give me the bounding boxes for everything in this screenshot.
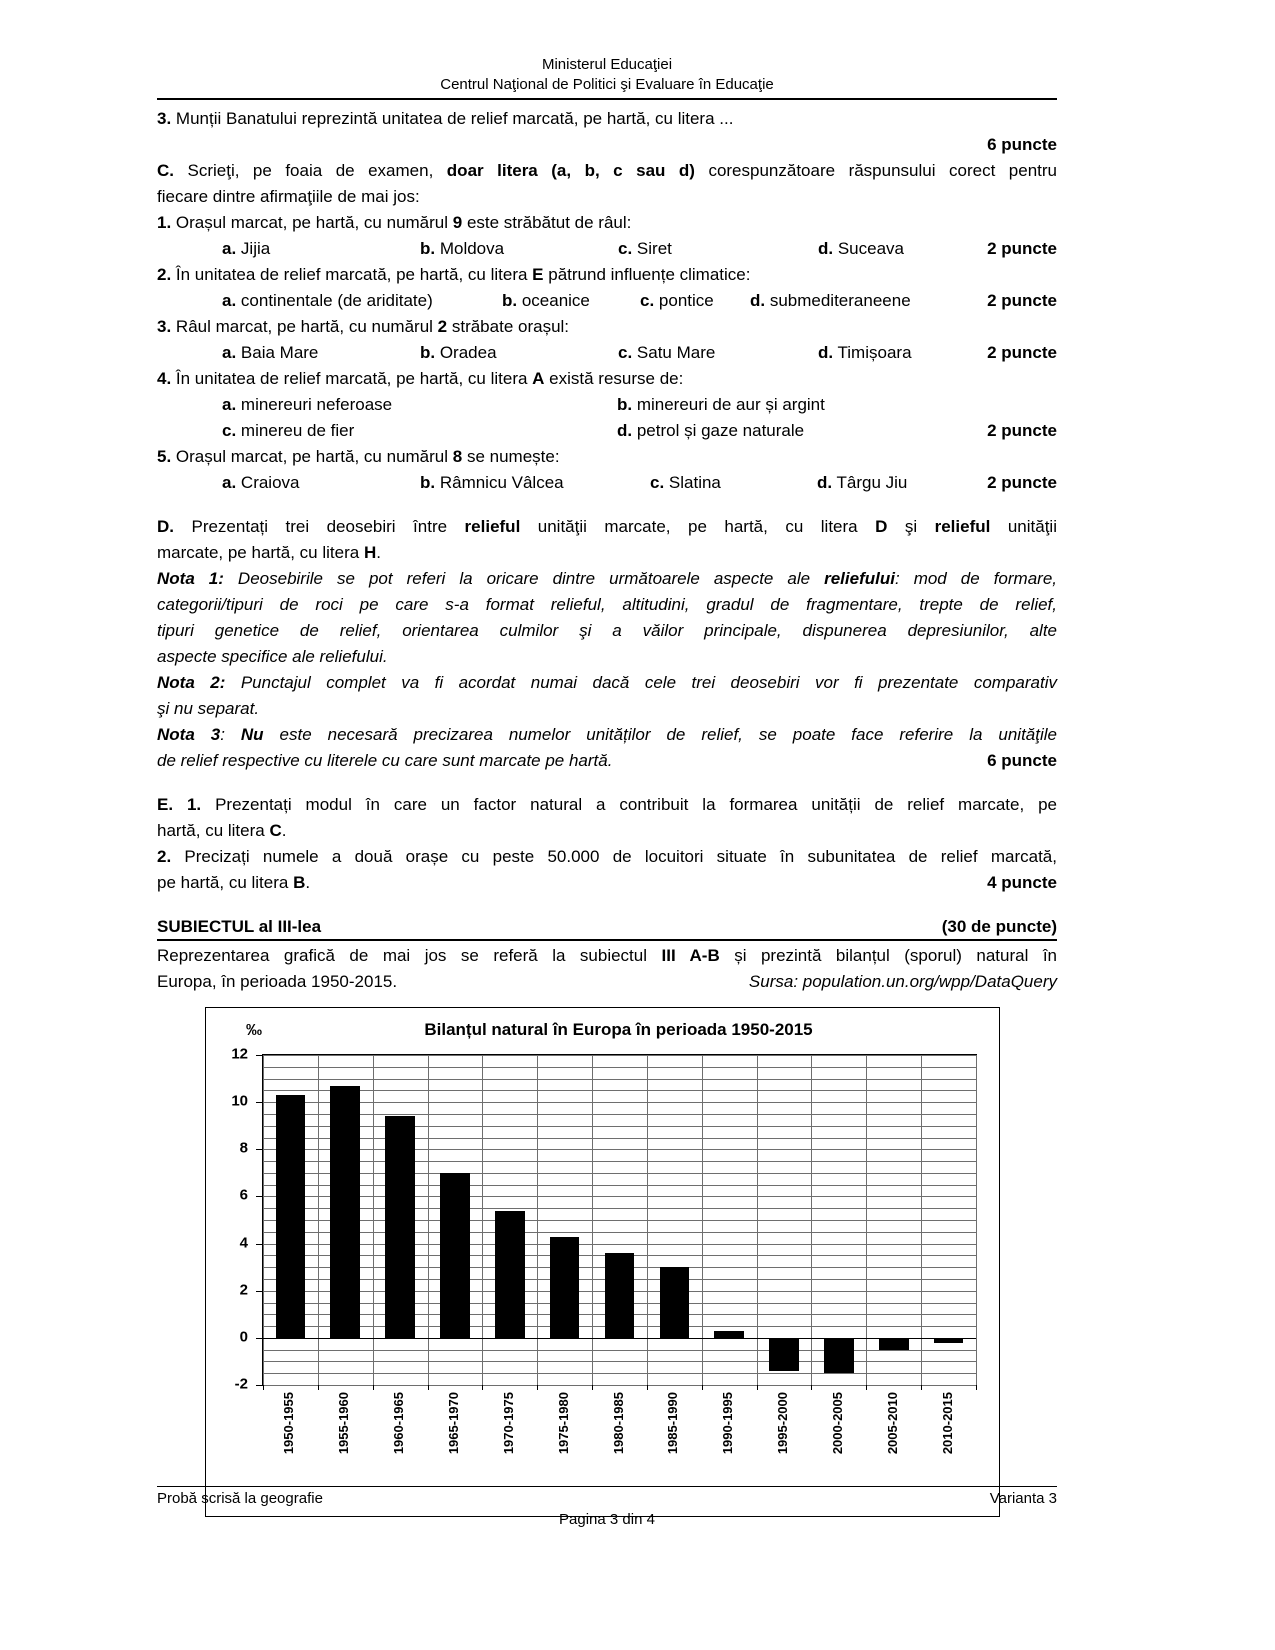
text-segment: unităţii [990, 517, 1057, 536]
bar-1970-1975 [495, 1211, 525, 1338]
x-tick-label: 1950-1955 [281, 1392, 297, 1455]
option-cell [750, 288, 911, 314]
option-cell [617, 392, 825, 418]
option-cell [222, 418, 617, 444]
text-segment: III A-B [661, 946, 720, 965]
bar-1965-1970 [440, 1173, 470, 1338]
option-cell [650, 470, 817, 496]
x-tick-label: 1955-1960 [336, 1392, 352, 1455]
option-cell [222, 288, 502, 314]
text-segment: continentale (de ariditate) [236, 291, 433, 310]
text-line [157, 132, 1057, 158]
y-axis-labels [206, 1045, 262, 1393]
text-segment: : [220, 725, 241, 744]
gridline-horizontal [263, 1149, 976, 1150]
text-segment: c. [640, 291, 655, 310]
text-line [157, 288, 1057, 314]
gridline-vertical [428, 1055, 429, 1385]
chart-title: Bilanțul natural în Europa în perioada 1950-2015 [424, 1020, 813, 1039]
text-segment: 2 puncte [987, 239, 1057, 258]
gridline-vertical [318, 1055, 319, 1385]
y-axis-tick [256, 1244, 263, 1245]
x-tick-label: 1975-1980 [555, 1392, 571, 1455]
bar-1985-1990 [660, 1267, 690, 1338]
text-segment: fiecare dintre afirmaţiile de mai jos: [157, 187, 420, 206]
text-segment: B [293, 873, 306, 892]
text-segment: d. [617, 421, 633, 440]
center-title: Centrul Naţional de Politici şi Evaluare în Educaţie [440, 76, 774, 93]
text-segment: 5. [157, 447, 172, 466]
text-segment: relieful [464, 517, 521, 536]
gridline-vertical [537, 1055, 538, 1385]
text-segment: 2 puncte [987, 473, 1057, 492]
text-segment: relieful [934, 517, 991, 536]
text-line [157, 592, 1057, 618]
x-tick-label: 1985-1990 [665, 1392, 681, 1455]
text-segment: şi nu separat. [157, 699, 260, 718]
bar-2000-2005 [824, 1338, 854, 1373]
text-segment: Craiova [236, 473, 300, 492]
y-tick-label: 6 [239, 1186, 248, 1204]
gridline-horizontal [263, 1067, 976, 1068]
text-segment: Reprezentarea grafică de mai jos se referă la subiectul [157, 946, 662, 965]
text-segment: (30 de puncte) [941, 917, 1057, 936]
text-segment: H [363, 543, 377, 562]
option-cell [222, 340, 420, 366]
y-tick-label: 8 [239, 1139, 248, 1157]
option-cell [818, 340, 912, 366]
gridline-horizontal [263, 1220, 976, 1221]
x-tick-label: 2005-2010 [884, 1392, 900, 1455]
text-segment: Jijia [236, 239, 271, 258]
zero-axis-line [263, 1338, 976, 1339]
option-cell [222, 470, 420, 496]
text-line [157, 670, 1057, 696]
text-line [157, 184, 1057, 210]
option-cell [420, 340, 618, 366]
y-tick-label: 2 [239, 1281, 248, 1299]
text-segment: A [532, 369, 545, 388]
text-segment: aspecte specifice ale reliefului. [157, 647, 388, 666]
gridline-horizontal [263, 1185, 976, 1186]
bar-2005-2010 [879, 1338, 909, 1350]
gridline-vertical [811, 1055, 812, 1385]
option-cell [420, 470, 650, 496]
bar-1990-1995 [714, 1331, 744, 1338]
text-segment: Slatina [664, 473, 721, 492]
gridline-horizontal [263, 1373, 976, 1374]
text-segment: petrol și gaze naturale [632, 421, 805, 440]
text-line [157, 496, 1057, 514]
y-axis-tick [256, 1338, 263, 1339]
text-segment: Satu Mare [632, 343, 716, 362]
gridline-horizontal [263, 1350, 976, 1351]
gridline-vertical [866, 1055, 867, 1385]
text-segment: Prezentați modul în care un factor natural a contribuit la formarea unității de relief marcate, pe [201, 795, 1057, 814]
text-line [157, 340, 1057, 366]
text-line [157, 514, 1057, 540]
text-line [157, 792, 1057, 818]
gridline-vertical [757, 1055, 758, 1385]
document-header [157, 55, 1057, 100]
text-segment: minereuri neferoase [236, 395, 393, 414]
footer-variant: Varianta 3 [989, 1490, 1057, 1507]
gridline-vertical [482, 1055, 483, 1385]
text-segment: este necesară precizarea numelor unităților de relief, se poate face referire la unităţile [263, 725, 1057, 744]
text-line [157, 314, 1057, 340]
y-axis-tick [256, 1196, 263, 1197]
gridline-horizontal [263, 1079, 976, 1080]
page-number: Pagina 3 din 4 [559, 1511, 655, 1528]
y-axis-unit-label: ‰ [246, 1022, 262, 1039]
text-segment: a. [222, 239, 237, 258]
text-segment: a. [222, 473, 237, 492]
text-segment: și prezintă bilanțul (sporul) natural în [719, 946, 1058, 965]
text-line [157, 774, 1057, 792]
gridline-horizontal [263, 1055, 976, 1056]
text-segment: este străbătut de râul: [462, 213, 632, 232]
x-tick-label: 2000-2005 [829, 1392, 845, 1455]
natural-balance-chart [205, 1007, 1000, 1517]
text-segment: a. [222, 395, 237, 414]
y-axis-tick [256, 1149, 263, 1150]
text-segment: se numește: [462, 447, 560, 466]
text-segment: C [269, 821, 282, 840]
chart-header [206, 1020, 999, 1050]
text-segment: C. [157, 161, 174, 180]
text-segment: d. [817, 473, 833, 492]
text-segment: de relief respective cu literele cu care sunt marcate pe hartă. [157, 751, 613, 770]
text-segment: pătrund influențe climatice: [543, 265, 751, 284]
x-tick-label: 1995-2000 [775, 1392, 791, 1455]
y-axis-tick [256, 1102, 263, 1103]
x-tick-label: 1990-1995 [720, 1392, 736, 1455]
option-cell [618, 340, 818, 366]
text-segment: şi [887, 517, 935, 536]
text-segment: Sursa: population.un.org/wpp/DataQuery [748, 972, 1057, 991]
gridline-horizontal [263, 1196, 976, 1197]
text-segment: reliefului [824, 569, 895, 588]
text-segment: c. [618, 343, 633, 362]
text-line [157, 392, 1057, 418]
option-cell [420, 236, 618, 262]
text-segment: oceanice [517, 291, 590, 310]
text-segment: b. [420, 239, 436, 258]
text-line [157, 644, 1057, 670]
document-body [157, 106, 1057, 995]
text-line [157, 106, 1057, 132]
text-segment: b. [420, 473, 436, 492]
text-segment: corespunzătoare răspunsului corect pentru [694, 161, 1057, 180]
text-line [157, 236, 1057, 262]
text-segment: submediteraneene [765, 291, 911, 310]
text-line [157, 696, 1057, 722]
text-segment: În unitatea de relief marcată, pe hartă, cu litera [171, 369, 533, 388]
text-segment: 2 puncte [987, 421, 1057, 440]
text-segment: . [305, 873, 311, 892]
gridline-vertical [976, 1055, 977, 1385]
text-segment: Timișoara [833, 343, 912, 362]
y-axis-tick [256, 1291, 263, 1292]
option-cell [818, 236, 904, 262]
text-segment: Nu [240, 725, 264, 744]
text-segment: b. [420, 343, 436, 362]
text-segment: b. [502, 291, 518, 310]
text-segment: 2 puncte [987, 291, 1057, 310]
y-axis-tick [256, 1055, 263, 1056]
text-segment: 1. [157, 213, 172, 232]
x-axis-tick [976, 1385, 977, 1390]
text-line [157, 210, 1057, 236]
text-segment: 9 [452, 213, 463, 232]
option-cell [817, 470, 907, 496]
text-segment: SUBIECTUL al III-lea [157, 917, 322, 936]
gridline-vertical [592, 1055, 593, 1385]
text-segment: Târgu Jiu [832, 473, 908, 492]
text-segment: a. [222, 291, 237, 310]
text-segment: D [875, 517, 888, 536]
x-tick-label: 1980-1985 [610, 1392, 626, 1455]
text-segment: categorii/tipuri de roci pe care s-a format relieful, altitudini, gradul de fragmentare, trepte de relief, [157, 595, 1057, 614]
option-cell [222, 392, 617, 418]
text-segment: hartă, cu litera [157, 821, 270, 840]
text-segment: 2. [157, 847, 172, 866]
text-segment: E. 1. [157, 795, 202, 814]
text-segment: 3. [157, 317, 172, 336]
text-line [157, 844, 1057, 870]
gridline-vertical [702, 1055, 703, 1385]
text-line [157, 722, 1057, 748]
text-segment: Orașul marcat, pe hartă, cu numărul [171, 213, 453, 232]
y-tick-label: 10 [231, 1092, 248, 1110]
text-segment: Orașul marcat, pe hartă, cu numărul [171, 447, 453, 466]
gridline-horizontal [263, 1114, 976, 1115]
text-segment: 4. [157, 369, 172, 388]
text-segment: a. [222, 343, 237, 362]
gridline-vertical [263, 1055, 264, 1385]
x-tick-label: 1965-1970 [445, 1392, 461, 1455]
text-line [157, 943, 1057, 969]
text-line [157, 262, 1057, 288]
bar-1955-1960 [330, 1086, 360, 1338]
text-segment: Punctajul complet va fi acordat numai dacă cele trei deosebiri vor fi prezentate comparativ [225, 673, 1057, 692]
text-segment: pe hartă, cu litera [157, 873, 294, 892]
text-segment: În unitatea de relief marcată, pe hartă, cu litera [171, 265, 533, 284]
text-segment: Scrieţi, pe foaia de examen, [174, 161, 447, 180]
text-segment: Prezentați trei deosebiri între [174, 517, 465, 536]
text-segment: 6 puncte [987, 751, 1057, 770]
gridline-horizontal [263, 1208, 976, 1209]
gridline-vertical [921, 1055, 922, 1385]
gridline-horizontal [263, 1161, 976, 1162]
text-segment: Baia Mare [236, 343, 319, 362]
text-line [157, 618, 1057, 644]
x-tick-label: 1960-1965 [391, 1392, 407, 1455]
text-segment: tipuri genetice de relief, orientarea culmilor şi a văilor principale, dispunerea depresiunilor, alte [157, 621, 1057, 640]
text-line [157, 566, 1057, 592]
gridline-horizontal [263, 1244, 976, 1245]
footer-row [157, 1486, 1057, 1507]
text-segment: . [281, 821, 287, 840]
text-segment: Moldova [435, 239, 505, 258]
text-segment: Europa, în perioada 1950-2015. [157, 972, 398, 991]
text-segment: . [376, 543, 381, 562]
gridline-horizontal [263, 1232, 976, 1233]
text-segment: d. [750, 291, 766, 310]
chart-body [206, 1045, 999, 1393]
text-segment: d. [818, 343, 834, 362]
text-line [157, 158, 1057, 184]
subject-heading-line [157, 914, 1057, 941]
text-segment: E [532, 265, 544, 284]
text-segment: c. [222, 421, 237, 440]
option-cell [617, 418, 804, 444]
text-segment: minereuri de aur și argint [632, 395, 825, 414]
text-segment: Nota 3 [157, 725, 221, 744]
text-segment: Precizați numele a două orașe cu peste 50.000 de locuitori situate în subunitatea de relief marcată, [171, 847, 1057, 866]
text-segment: Oradea [435, 343, 497, 362]
text-segment: b. [617, 395, 633, 414]
text-line [157, 818, 1057, 844]
page-footer [157, 1486, 1057, 1528]
bar-1980-1985 [605, 1253, 635, 1338]
text-line [157, 969, 1057, 995]
text-segment: Nota 2: [157, 673, 226, 692]
text-line [157, 896, 1057, 914]
footer-exam-type: Probă scrisă la geografie [157, 1490, 323, 1507]
text-segment: Siret [632, 239, 672, 258]
text-segment: d. [818, 239, 834, 258]
text-segment: doar litera (a, b, c sau d) [446, 161, 695, 180]
text-segment: 2 puncte [987, 343, 1057, 362]
gridline-horizontal [263, 1090, 976, 1091]
option-cell [618, 236, 818, 262]
bar-1995-2000 [769, 1338, 799, 1371]
text-segment: minereu de fier [236, 421, 355, 440]
text-segment: 2 [437, 317, 448, 336]
option-cell [222, 236, 420, 262]
text-segment: există resurse de: [544, 369, 684, 388]
text-segment: pontice [654, 291, 714, 310]
text-segment: Munții Banatului reprezintă unitatea de relief marcată, pe hartă, cu litera ... [171, 109, 734, 128]
bar-1975-1980 [550, 1237, 580, 1338]
text-segment: străbate orașul: [447, 317, 570, 336]
x-tick-label: 1970-1975 [500, 1392, 516, 1455]
text-segment: Deosebirile se pot referi la oricare dintre următoarele aspecte ale [223, 569, 825, 588]
text-segment: Râmnicu Vâlcea [435, 473, 564, 492]
plot-area [262, 1054, 977, 1386]
gridline-horizontal [263, 1102, 976, 1103]
gridline-vertical [373, 1055, 374, 1385]
gridline-horizontal [263, 1173, 976, 1174]
text-line [157, 470, 1057, 496]
bar-1960-1965 [385, 1116, 415, 1338]
y-tick-label: 4 [239, 1234, 248, 1252]
gridline-horizontal [263, 1138, 976, 1139]
text-segment: 3. [157, 109, 172, 128]
y-tick-label: 12 [231, 1045, 248, 1063]
text-segment: unităţii marcate, pe hartă, cu litera [520, 517, 876, 536]
text-segment: 8 [452, 447, 463, 466]
text-line [157, 418, 1057, 444]
text-segment: 4 puncte [987, 873, 1057, 892]
text-segment: : mod de formare, [894, 569, 1057, 588]
bar-1950-1955 [276, 1095, 306, 1338]
ministry-title: Ministerul Educaţiei [541, 56, 673, 73]
text-segment: D. [157, 517, 174, 536]
gridline-horizontal [263, 1361, 976, 1362]
text-segment: 2. [157, 265, 172, 284]
text-segment: c. [650, 473, 665, 492]
option-cell [502, 288, 640, 314]
text-line [157, 870, 1057, 896]
text-segment: Nota 1: [157, 569, 224, 588]
gridline-vertical [647, 1055, 648, 1385]
text-line [157, 748, 1057, 774]
text-segment: 6 puncte [987, 135, 1057, 154]
y-tick-label: -2 [234, 1375, 248, 1393]
text-line [157, 366, 1057, 392]
y-tick-label: 0 [239, 1328, 248, 1346]
text-segment: marcate, pe hartă, cu litera [157, 543, 364, 562]
text-segment: c. [618, 239, 633, 258]
text-line [157, 444, 1057, 470]
gridline-horizontal [263, 1126, 976, 1127]
option-cell [640, 288, 750, 314]
text-segment: Râul marcat, pe hartă, cu numărul [171, 317, 438, 336]
text-segment: Suceava [833, 239, 904, 258]
text-line [157, 540, 1057, 566]
x-tick-label: 2010-2015 [939, 1392, 955, 1455]
